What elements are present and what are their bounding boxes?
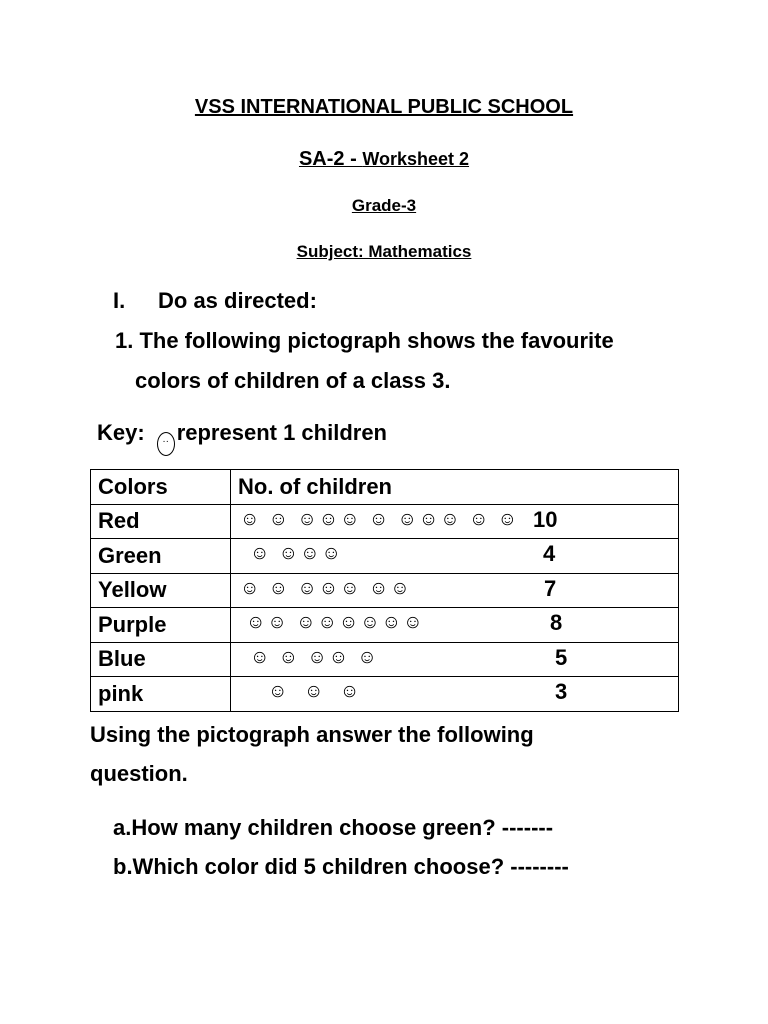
table-row bbox=[91, 504, 679, 539]
smiley-faces-icon: ☺ ☺ ☺☺☺ ☺☺ bbox=[240, 577, 412, 599]
worksheet-title bbox=[0, 148, 768, 171]
pictograph-table bbox=[90, 469, 679, 712]
row-count: 8 bbox=[550, 610, 563, 636]
row-color: pink bbox=[91, 677, 231, 712]
table-header-row bbox=[91, 470, 679, 505]
key-prefix: Key: bbox=[97, 420, 145, 445]
table-row bbox=[91, 677, 679, 712]
row-color: Blue bbox=[91, 642, 231, 677]
table-row bbox=[91, 539, 679, 574]
subject-label: Subject: Mathematics bbox=[296, 242, 472, 261]
question-1-line-1: 1. The following pictograph shows the favourite bbox=[115, 328, 614, 353]
header-children: No. of children bbox=[231, 470, 679, 505]
table-row bbox=[91, 642, 679, 677]
row-count: 3 bbox=[555, 679, 568, 705]
row-color: Red bbox=[91, 504, 231, 539]
row-count: 4 bbox=[543, 541, 556, 567]
worksheet-label: Worksheet 2 bbox=[362, 149, 470, 169]
row-count: 7 bbox=[544, 575, 557, 601]
smiley-faces-icon: ☺ ☺ ☺☺☺ ☺ ☺☺☺ ☺ ☺ bbox=[240, 508, 520, 530]
table-row bbox=[91, 608, 679, 643]
key-text: represent 1 children bbox=[176, 420, 387, 445]
question-a: a.How many children choose green? ------- bbox=[113, 815, 554, 840]
question-1-line-2: colors of children of a class 3. bbox=[135, 368, 451, 393]
smiley-faces-icon: ☺ ☺☺☺ bbox=[250, 543, 343, 565]
instruction-line-2: question. bbox=[90, 761, 188, 786]
row-count: 5 bbox=[555, 644, 568, 670]
smiley-faces-icon: ☺☺ ☺☺☺☺☺☺ bbox=[246, 612, 425, 634]
row-color: Yellow bbox=[91, 573, 231, 608]
school-name: VSS INTERNATIONAL PUBLIC SCHOOL bbox=[194, 96, 574, 118]
header-colors: Colors bbox=[91, 470, 231, 505]
table-row bbox=[91, 573, 679, 608]
section-number: I. bbox=[113, 288, 126, 313]
grade-label: Grade-3 bbox=[351, 196, 417, 215]
question-b: b.Which color did 5 children choose? -------- bbox=[113, 854, 569, 879]
row-color: Green bbox=[91, 539, 231, 574]
row-color: Purple bbox=[91, 608, 231, 643]
smiley-face-icon: ·· bbox=[157, 432, 175, 456]
sa-label: SA-2 - bbox=[298, 148, 363, 170]
smiley-faces-icon: ☺ ☺ ☺☺ ☺ bbox=[250, 646, 379, 668]
pictograph-key bbox=[97, 420, 387, 456]
instruction-line-1: Using the pictograph answer the following bbox=[90, 722, 534, 747]
section-title: Do as directed: bbox=[158, 288, 317, 313]
row-count: 10 bbox=[533, 506, 558, 532]
smiley-faces-icon: ☺ ☺ ☺ bbox=[268, 681, 362, 703]
